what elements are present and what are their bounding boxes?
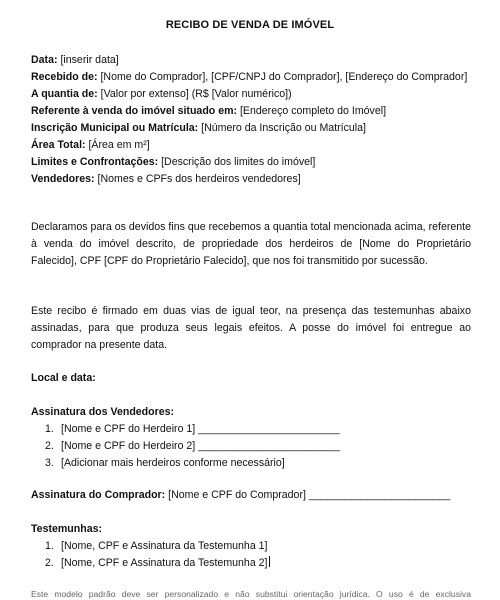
field-value: [Nome do Comprador], [CPF/CNPJ do Comprador], [Endereço do Comprador] bbox=[97, 71, 468, 83]
list-item bbox=[31, 555, 471, 572]
field-date bbox=[31, 52, 471, 69]
field-received-from bbox=[31, 69, 471, 86]
field-property-address bbox=[31, 103, 471, 120]
witnesses-list bbox=[31, 538, 471, 572]
list-number: 3. bbox=[45, 457, 54, 469]
list-text: [Nome e CPF do Herdeiro 1] ________________________ bbox=[61, 423, 340, 435]
document-title: RECIBO DE VENDA DE IMÓVEL bbox=[165, 19, 335, 31]
declaration-paragraph: Declaramos para os devidos fins que recebemos a quantia total mencionada acima, referente à venda do imóvel descrito, de propriedade dos herdeiros de [Nome do Proprietário Falecido], CPF [CPF do Proprietário Falecido], que nos foi transmitido por sucessão. bbox=[31, 221, 471, 267]
list-text: [Nome, CPF e Assinatura da Testemunha 1] bbox=[61, 540, 268, 552]
field-label: Vendedores: bbox=[31, 173, 95, 185]
list-item bbox=[31, 538, 471, 555]
validity-paragraph: Este recibo é firmado em duas vias de igual teor, na presença das testemunhas abaixo assinadas, para que produza seus legais efeitos. A posse do imóvel foi entregue ao comprador na presente data. bbox=[31, 305, 471, 351]
field-label: Referente à venda do imóvel situado em: bbox=[31, 105, 238, 117]
field-value: [Valor por extenso] (R$ [Valor numérico]) bbox=[97, 88, 292, 100]
field-value: [Descrição dos limites do imóvel] bbox=[158, 156, 316, 168]
disclaimer-note: Este modelo padrão deve ser personalizado e não substitui orientação jurídica. O uso é de exclusiva bbox=[31, 589, 471, 599]
list-number: 1. bbox=[45, 423, 54, 435]
field-value: [Número da Inscrição ou Matrícula] bbox=[198, 122, 366, 134]
field-label: Recebido de: bbox=[31, 71, 98, 83]
field-value: [Endereço completo do Imóvel] bbox=[237, 105, 387, 117]
field-label: Inscrição Municipal ou Matrícula: bbox=[31, 122, 199, 134]
field-value: [Nomes e CPFs dos herdeiros vendedores] bbox=[94, 173, 301, 185]
field-label: Área Total: bbox=[31, 139, 86, 151]
field-label: A quantia de: bbox=[31, 88, 98, 100]
field-registration bbox=[31, 120, 471, 137]
field-value: [inserir data] bbox=[57, 54, 119, 66]
list-item bbox=[31, 455, 471, 472]
buyer-signature-line bbox=[31, 487, 471, 504]
field-boundaries bbox=[31, 154, 471, 171]
sellers-signature-label: Assinatura dos Vendedores: bbox=[31, 406, 175, 418]
field-amount bbox=[31, 86, 471, 103]
witnesses-label: Testemunhas: bbox=[31, 523, 103, 535]
buyer-signature-label: Assinatura do Comprador: bbox=[31, 489, 166, 501]
list-number: 2. bbox=[45, 440, 54, 452]
list-number: 2. bbox=[45, 557, 54, 569]
list-text: [Adicionar mais herdeiros conforme necessário] bbox=[61, 457, 285, 469]
sellers-list bbox=[31, 421, 471, 472]
field-total-area bbox=[31, 137, 471, 154]
field-value: [Área em m²] bbox=[85, 139, 150, 151]
list-text: [Nome e CPF do Herdeiro 2] ________________________ bbox=[61, 440, 340, 452]
list-text: [Nome, CPF e Assinatura da Testemunha 2] bbox=[61, 557, 268, 569]
list-item bbox=[31, 438, 471, 455]
field-label: Data: bbox=[31, 54, 58, 66]
local-date-label: Local e data: bbox=[31, 372, 96, 384]
field-sellers bbox=[31, 171, 471, 188]
buyer-signature-value: [Nome e CPF do Comprador] ________________________ bbox=[165, 489, 451, 501]
text-cursor bbox=[269, 556, 270, 567]
field-label: Limites e Confrontações: bbox=[31, 156, 159, 168]
list-number: 1. bbox=[45, 540, 54, 552]
list-item bbox=[31, 421, 471, 438]
receipt-fields bbox=[31, 52, 471, 188]
